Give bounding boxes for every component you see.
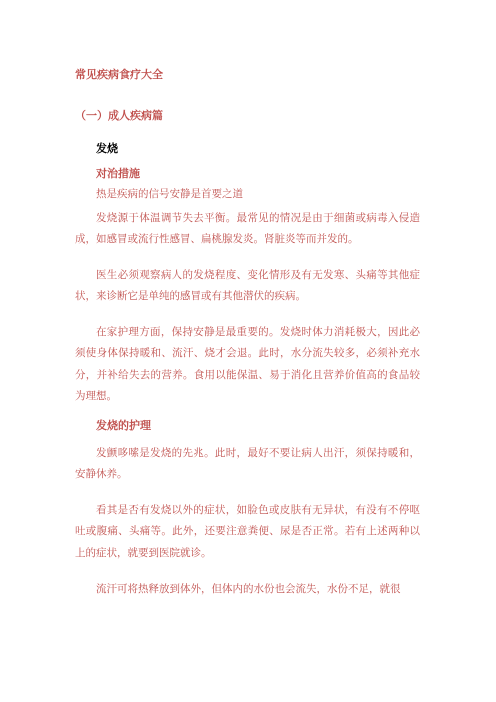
document-title: 常见疾病食疗大全 — [75, 68, 163, 81]
paragraph: 发颤哆嗦是发烧的先兆。此时，最好不要让病人出汗，须保持暖和，安静休养。 — [75, 447, 420, 481]
paragraph: 看其是否有发烧以外的症状，如脸色或皮肤有无异状，有没有不停呕吐或腹痛、头痛等。此外，还要注意粪便、尿是否正常。若有上述两种以上的症状，就要到医院就诊。 — [75, 504, 420, 559]
paragraph: 流汗可将热释放到体外，但体内的水份也会流失，水份不足，就很 — [96, 583, 401, 595]
section-heading: （一）成人疾病篇 — [75, 109, 163, 122]
paragraph: 在家护理方面，保持安静是最重要的。发烧时体力消耗极大，因此必须使身体保持暖和、流汗、烧才会退。此时，水分流失较多，必须补充水分，并补给失去的营养。食用以能保温、易于消化且营养价值高的食品较为理想。 — [75, 326, 420, 402]
subsection-heading-measures: 对治措施 — [96, 167, 140, 180]
paragraph: 热是疾病的信号安静是首要之道 — [96, 188, 243, 200]
subsection-heading-care: 发烧的护理 — [96, 419, 151, 432]
topic-heading: 发烧 — [96, 142, 118, 155]
paragraph: 发烧源于体温调节失去平衡。最常见的情况是由于细菌或病毒入侵造成，如感冒或流行性感冒、扁桃腺发炎。肾脏炎等而并发的。 — [75, 212, 420, 246]
paragraph: 医生必须观察病人的发烧程度、变化情形及有无发寒、头痛等其他症状，来诊断它是单纯的感冒或有其他潜伏的疾病。 — [75, 269, 420, 303]
